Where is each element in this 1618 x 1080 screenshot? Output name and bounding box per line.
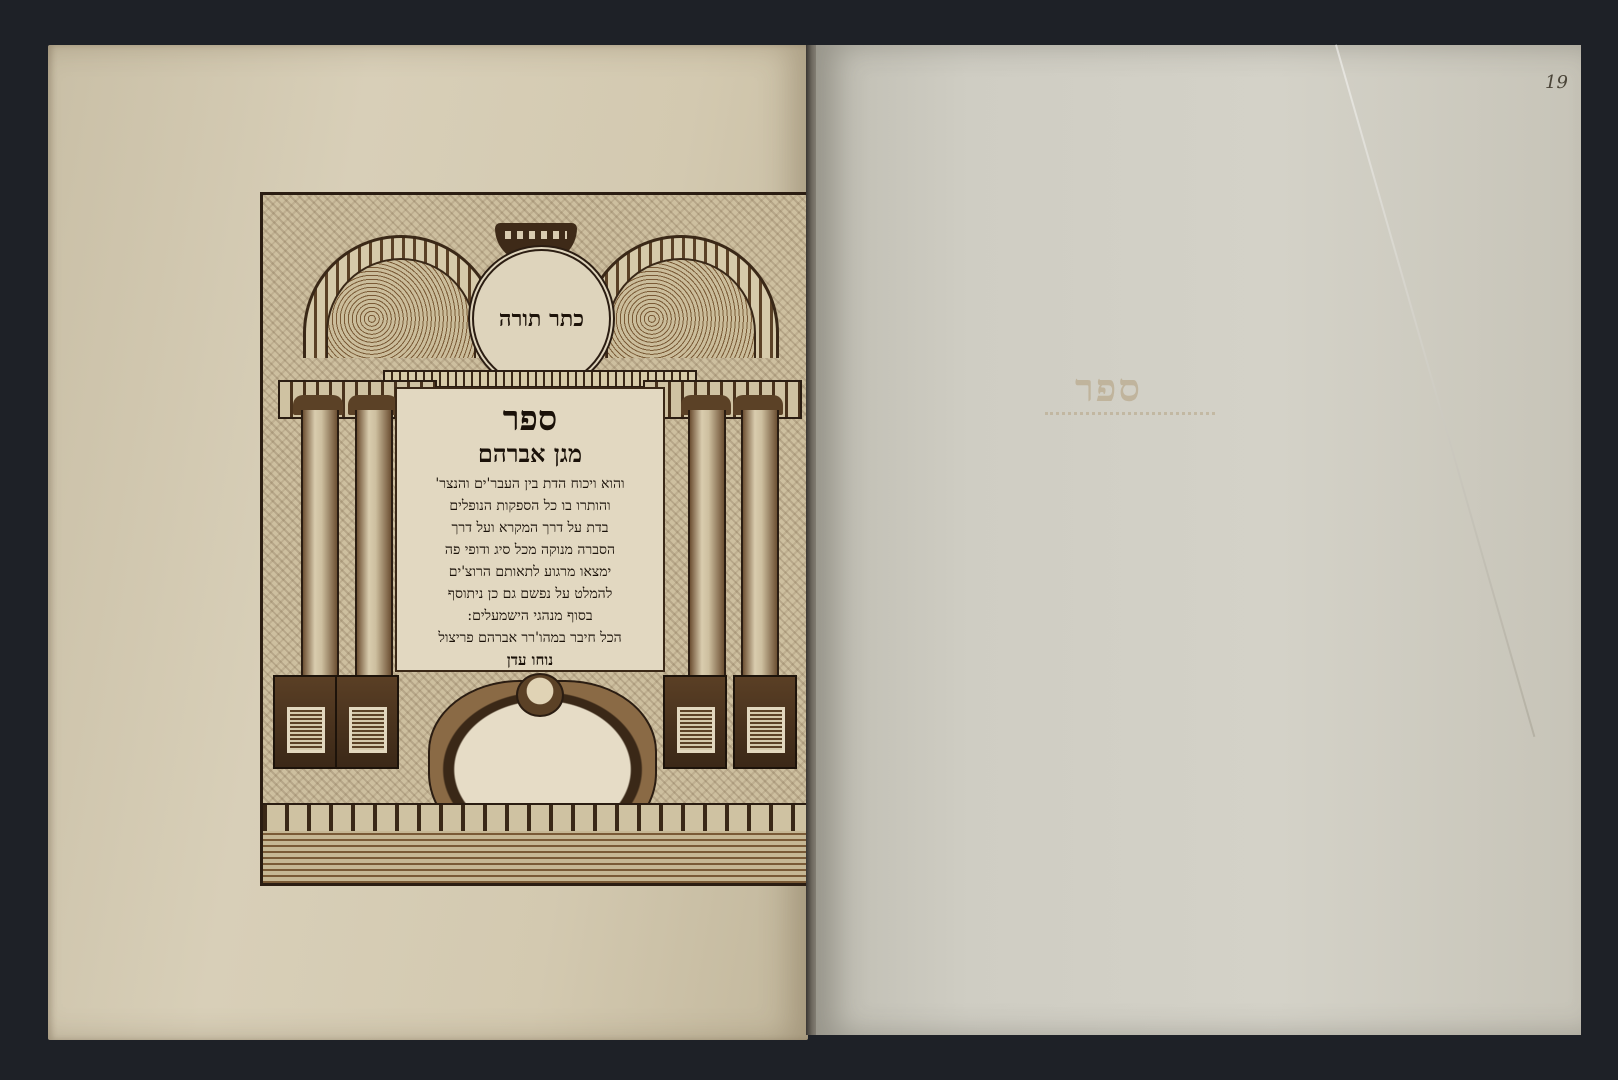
title-line: להמלט על נפשם גם כן ניתוסף <box>447 586 613 602</box>
left-inner-column <box>355 410 393 680</box>
title-line: בסוף מנהגי הישמעלים: <box>467 608 593 624</box>
book-title: ספר <box>502 399 558 439</box>
book-subtitle: מגן אברהם <box>477 439 583 468</box>
bleed-through-line <box>1045 412 1215 425</box>
right-pedestal <box>733 675 797 769</box>
right-pedestal <box>663 675 727 769</box>
title-line: הכל חיבר במהו'רר אברהם פריצול <box>438 630 622 646</box>
left-arch <box>303 235 499 358</box>
folio-number: 19 <box>1545 72 1568 93</box>
right-page <box>816 45 1581 1035</box>
left-pedestal <box>335 675 399 769</box>
plinth-frieze <box>263 803 813 833</box>
cherub-icon <box>516 673 564 717</box>
title-line: והוא ויכוח הדת בין העבר'ים והנצר' <box>435 476 625 492</box>
left-pedestal <box>273 675 337 769</box>
title-line: בדת על דרך המקרא ועל דרך <box>451 520 609 536</box>
right-inner-column <box>688 410 726 680</box>
left-page <box>48 45 808 1040</box>
title-line: הסברה מנוקה מכל סיג ודופי פה <box>444 542 616 558</box>
right-outer-column <box>741 410 779 680</box>
left-outer-column <box>301 410 339 680</box>
title-line: ימצאו מרגוע לתאותם הרוצ'ים <box>448 564 612 580</box>
right-arch <box>583 235 779 358</box>
title-line: והותרו בו כל הספקות הנופלים <box>449 498 611 514</box>
bleed-through-title: ספר <box>1075 365 1142 410</box>
engraved-floor <box>263 831 813 883</box>
engraved-title-frame <box>260 192 816 886</box>
medallion-text: כתר תורה <box>498 305 585 332</box>
title-text-panel <box>395 387 665 672</box>
title-line: נוחו עדן <box>506 651 554 669</box>
